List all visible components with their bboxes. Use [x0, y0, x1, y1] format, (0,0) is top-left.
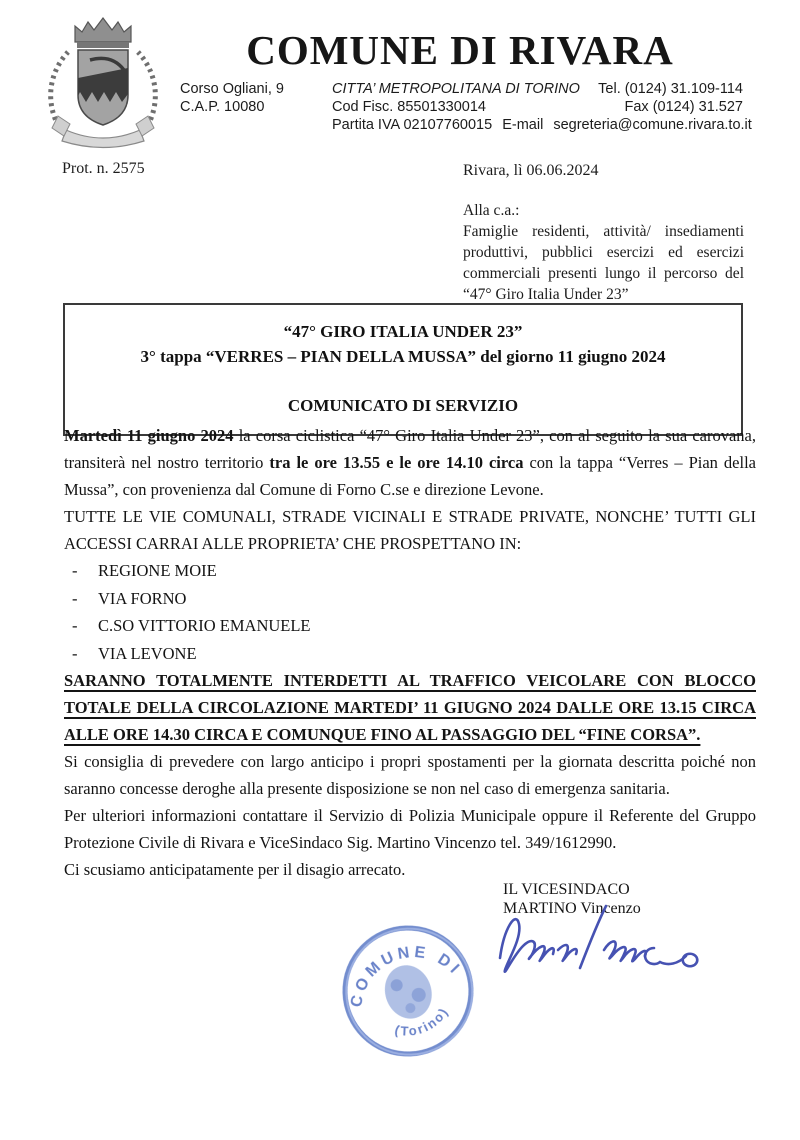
paragraph-advice: Si consiglia di prevedere con largo anticipo i propri spostamenti per la giornata descritta poiché non saranno concesse deroghe alla presente disposizione se non nel caso di emergenza sanitaria. [64, 752, 756, 798]
street-name: VIA FORNO [98, 588, 187, 608]
phone-block [575, 80, 743, 116]
list-item [64, 585, 756, 613]
intro-text-2: con la tappa “Verres – Pian della Mussa”, con provenienza dal Comune di Forno C.se e direzione Levone. [64, 453, 756, 499]
round-official-stamp [313, 896, 502, 1085]
partita-iva: Partita IVA 02107760015 [332, 117, 493, 133]
handwritten-signature [492, 898, 712, 988]
metro-city-line: CITTA’ METROPOLITANA DI TORINO [332, 81, 580, 97]
commune-title: COMUNE DI RIVARA [246, 27, 674, 73]
paragraph-roads: TUTTE LE VIE COMUNALI, STRADE VICINALI E STRADE PRIVATE, NONCHE’ TUTTI GLI ACCESSI CARRAI ALLE PROPRIETA’ CHE PROSPETTANO IN: [64, 507, 756, 553]
street-name: REGIONE MOIE [98, 561, 217, 580]
attention-label: Alla c.a.: [463, 202, 520, 219]
stamp-text-top: COMUNE DI [347, 943, 465, 1009]
notice-title-box [63, 303, 743, 436]
signer-role: IL VICESINDACO [503, 881, 630, 898]
signer-name: MARTINO Vincenzo [503, 900, 641, 917]
list-dash: - [72, 616, 78, 635]
attention-block [463, 200, 744, 305]
partita-email-line [332, 116, 758, 134]
crest-crown [75, 18, 131, 42]
stage-title: 3° tappa “VERRES – PIAN DELLA MUSSA” del giorno 11 giugno 2024 [140, 347, 666, 366]
intro-text-1: la corsa ciclistica “47° Giro Italia Under 23”, con al seguito la sua carovana, transiterà nel nostro territorio [64, 426, 756, 472]
protocol-number: Prot. n. 2575 [62, 160, 145, 177]
paragraph-contacts: Per ulteriori informazioni contattare il Servizio di Polizia Municipale oppure il Referente del Gruppo Protezione Civile di Rivara e ViceSindaco Sig. Martino Vincenzo tel. 349/1612990. [64, 806, 756, 852]
address-block [180, 80, 284, 116]
list-dash: - [72, 588, 78, 608]
paragraph-intro [64, 422, 756, 503]
paragraph-apology: Ci scusiamo anticipatamente per il disagio arrecato. [64, 860, 406, 879]
list-dash: - [72, 643, 78, 663]
telephone-line: Tel. (0124) 31.109-114 [598, 81, 743, 97]
stamp-crest-blob [378, 959, 438, 1025]
event-title: “47° GIRO ITALIA UNDER 23” [283, 322, 523, 341]
communication-type: COMUNICATO DI SERVIZIO [287, 396, 519, 415]
street-name: VIA LEVONE [98, 643, 197, 663]
letter-body [64, 422, 756, 883]
email-address: segreteria@comune.rivara.to.it [553, 117, 752, 133]
list-item [64, 557, 756, 585]
paragraph-traffic-ban: SARANNO TOTALMENTE INTERDETTI AL TRAFFICO VEICOLARE CON BLOCCO TOTALE DELLA CIRCOLAZIONE MARTEDI’ 11 GIUGNO 2024 DALLE ORE 13.15 CIRCA ALLE ORE 14.30 CIRCA E COMUNQUE FINO AL PASSAGGIO DEL “FINE CORSA”. [64, 671, 756, 744]
address-street: Corso Ogliani, 9 [180, 81, 284, 97]
municipal-coat-of-arms-icon [38, 10, 168, 150]
cod-fisc-line: Cod Fisc. 85501330014 [332, 99, 486, 115]
place-and-date: Rivara, lì 06.06.2024 [463, 162, 599, 179]
stamp-text-bottom: (Torino) [393, 1004, 452, 1039]
time-emphasis: tra le ore 13.55 e le ore 14.10 circa [269, 453, 524, 472]
list-dash: - [72, 561, 78, 580]
address-cap: C.A.P. 10080 [180, 99, 265, 115]
fax-line: Fax (0124) 31.527 [624, 99, 743, 115]
street-name: C.SO VITTORIO EMANUELE [98, 616, 311, 635]
crest-ribbon [62, 130, 144, 148]
list-item [64, 640, 756, 668]
attention-recipients: Famiglie residenti, attività/ insediamenti produttivi, pubblici esercizi ed esercizi commerciali presenti lungo il percorso del “47° Giro Italia Under 23” [463, 223, 744, 303]
date-emphasis: Martedì 11 giugno 2024 [64, 426, 234, 445]
email-label: E-mail [502, 117, 544, 133]
list-item [64, 612, 756, 640]
